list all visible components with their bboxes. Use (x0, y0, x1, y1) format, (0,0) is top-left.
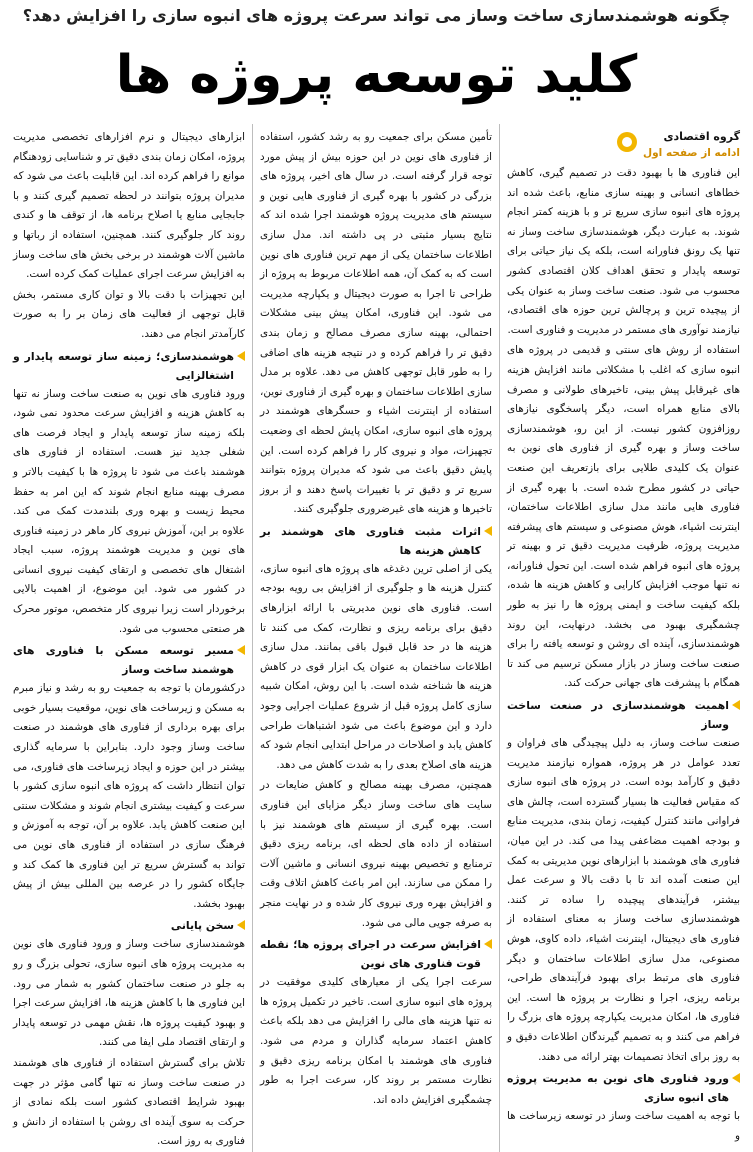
byline (507, 128, 740, 162)
kicker-subtitle: چگونه هوشمندسازی ساخت وساز می تواند سرعت پروژه های انبوه سازی را افزایش دهد؟ (22, 6, 731, 25)
paragraph: همچنین، مصرف بهینه مصالح و کاهش ضایعات در سایت های ساخت وساز دیگر مزایای این فناوری است. بهره گیری از سیستم های هوشمند نیز با استفاده از داده های لحظه ای، برنامه ریزی دقیق ترمنابع و تخصیص بهینه نیروی انسانی و ماشین آلات را ممکن می سازند. این امر باعث کاهش اتلاف وقت و افزایش بهره وری نیروی کار شده و در نهایت منجر به صرفه جویی مالی می شود. (260, 779, 492, 929)
subheading (13, 916, 245, 935)
subheading-text: افزایش سرعت در اجرای پروژه ها؛ نقطه قوت فناوری های نوین (260, 938, 481, 971)
column-1 (500, 124, 747, 1152)
subheading (13, 641, 245, 679)
continued-from-front-page: ادامه از صفحه اول (643, 147, 740, 159)
subheading (260, 522, 492, 560)
paragraph: استفاده از روش های سنتی و قدیمی در پروژه های انبوه سازی که اغلب با مشکلاتی مانند افزایش هزینه های غیرقابل پیش بینی، تاخیرهای طولانی و مصرف بالای منابع همراه است، دیگر پاسخگوی نیازهای روزافزون کشور نیست. از این رو، هوشمندسازی ساخت وساز و بهره گیری از فناوری های نوین به عنوان یک کلیدی طلایی برای بازتعریف این صنعت حیاتی در کشور مطرح شده است. با بهره گیری از فناوری هایی مانند مدل سازی اطلاعات ساختمان، اینترنت اشیاء، هوش مصنوعی و سیستم های پیشرفته مدیریت پروژه، ظرفیت مدیریت دقیق تر و بهینه تر پروژه های انبوه فراهم شده است. این تحول فناورانه، نه تنها موجب افزایش کارایی و کاهش هزینه ها شده، بلکه کیفیت ساخت و ایمنی پروژه ها را نیز به طور چشمگیری بهبود می بخشد. درنهایت، این روند هوشمندسازی، آینده ای روشن و توسعه یافته را برای صنعت ساخت وساز در بازار مسکن ترسیم می کند تا همگام با پیشرفت های جهانی حرکت کند. (507, 344, 740, 690)
paragraph: یکی از اصلی ترین دغدغه های پروژه های انبوه سازی، کنترل هزینه ها و جلوگیری از افزایش بی رویه بودجه است. فناوری های نوین مدیریتی با ارائه ابزارهای دقیق برای برنامه ریزی و نظارت، کمک می کنند تا هزینه ها در حد قابل قبول باقی بمانند. مدل سازی اطلاعات ساختمان به عنوان یک ابزار قوی در کاهش هزینه ها شناخته شده است. با این روش، امکان شبیه سازی کامل پروژه قبل از شروع عملیات اجرایی وجود دارد و این موضوع باعث می شود اشتباهات طراحی کاهش یابد و اصلاحات در مراحل ابتدایی انجام شود که هزینه های اصلاح بعدی را به شدت کاهش می دهد. (260, 562, 492, 771)
paragraph: هوشمندسازی ساخت وساز و ورود فناوری های نوین به مدیریت پروژه های انبوه سازی، تحولی بزرگ و رو به جلو در صنعت ساختمان کشور به شمار می رود. این فناوری ها با کاهش هزینه ها، افزایش سرعت اجرا و بهبود کیفیت پروژه ها، نقش مهمی در توسعه پایدار و ارتقای اقتصاد ملی ایفا می کنند. (13, 938, 245, 1049)
subheading-marker-icon (484, 939, 492, 949)
paragraph: صنعت ساخت وساز، به دلیل پیچیدگی های فراوان و تعدد عوامل در هر پروژه، همواره نیازمند مدیریت دقیق و کارآمد بوده است. در پروژه های انبوه سازی که مقیاس فعالیت ها بسیار گسترده است، چالش های فراوانی مانند کنترل کیفیت، زمان بندی، مدیریت منابع و بودجه اهمیت مضاعفی پیدا می کند. در این میان، فناوری های هوشمند با ابزارهای نوین مدیریتی به کمک این صنعت آمده اند تا با دقت بالا و سرعت عمل بیشتر، فرآیندهای پیچیده را ساده تر کنند. هوشمندسازی ساخت وساز به معنای استفاده از فناوری های دیجیتال، اینترنت اشیاء، داده کاوی، هوش مصنوعی، مدل سازی اطلاعات ساختمان و دیگر فناوری های مرتبط برای بهبود فرآیندهای طراحی، برنامه ریزی، اجرا و نظارت بر پروژه ها است. این فناوری ها، امکان مدیریت یکپارچه پروژه های بزرگ را فراهم می کنند و به تصمیم گیرندگان اطلاعات دقیق و به روز برای اتخاذ تصمیمات بهتر ارائه می دهند. (507, 737, 740, 1063)
subheading-marker-icon (237, 351, 245, 361)
byline-group: گروه اقتصادی (663, 130, 740, 143)
paragraph: با توجه به اهمیت ساخت وساز در توسعه زیرساخت ها و (507, 1110, 740, 1142)
newspaper-logo-icon (617, 132, 637, 152)
paragraph: ورود فناوری های نوین به صنعت ساخت وساز نه تنها به کاهش هزینه و افزایش سرعت محدود نمی شود، بلکه زمینه ساز توسعه پایدار و ایجاد فرصت های شغلی جدید نیز هست. استفاده از فناوری های هوشمند باعث می شود تا پروژه ها با کیفیت بالاتر و مصرف بهینه منابع انجام شوند که این امر به حفظ محیط زیست و بهره وری بلندمدت کمک می کند. علاوه بر این، آموزش نیروی کار ماهر در زمینه فناوری های نوین و مدیریت هوشمند پروژه، سبب ایجاد اشتغال های تخصصی و ارتقای کیفیت نیروی انسانی در کشور می شود. این موضوع، از اهمیت بالایی برخوردار است زیرا نیروی کار متخصص، موتور محرک هر صنعتی محسوب می شود. (13, 387, 245, 635)
subheading-text: اهمیت هوشمندسازی در صنعت ساخت وساز (507, 699, 729, 732)
subheading-marker-icon (732, 1073, 740, 1083)
article-columns (6, 124, 747, 1148)
byline-text (643, 128, 740, 162)
paragraph: تأمین مسکن برای جمعیت رو به رشد کشور، استفاده از فناوری های نوین در این حوزه بیش از پیش مورد توجه قرار گرفته است. در سال های اخیر، پروژه های بزرگی در کشور با بهره گیری از فناوری هایی نوین و سیستم های مدیریت پروژه هوشمند اجرا شده اند که نتایج بسیار مثبتی در پی داشته اند. مدل سازی اطلاعات ساختمان یکی از مهم ترین فناوری های نوین است که به کمک آن، همه اطلاعات مربوط به پروژه از طراحی تا اجرا به صورت دیجیتال و یکپارچه مدیریت می شود. این فناوری، امکان پیش بینی مشکلات احتمالی، بهینه سازی مصرف مصالح و زمان بندی دقیق تر را فراهم کرده و در نتیجه هزینه های اضافی را به طور قابل توجهی کاهش می دهد. علاوه بر مدل سازی اطلاعات ساختمان و بهره گیری از فناوری نوین، استفاده از اینترنت اشیاء و حسگرهای هوشمند در پروژه های انبوه سازی، امکان پایش لحظه ای وضعیت تجهیزات، مواد و نیروی کار را فراهم کرده است. این پایش دقیق باعث می شود که مدیران پروژه بتوانند سریع تر و دقیق تر با تغییرات پاسخ دهند و از بروز تاخیرها و هزینه های غیرضروری جلوگیری کنند. (260, 131, 492, 516)
subheading-text: ورود فناوری های نوین به مدیریت پروژه های انبوه سازی (507, 1072, 729, 1105)
subheading-text: هوشمندسازی؛ زمینه ساز توسعه پایدار و اشتغالزایی (13, 349, 234, 382)
paragraph: سرعت اجرا یکی از معیارهای کلیدی موفقیت در پروژه های انبوه سازی است. تاخیر در تکمیل پروژه ها نه تنها هزینه های مالی را افزایش می دهد بلکه باعث کاهش اعتماد سرمایه گذاران و مردم می شود. فناوری های هوشمند با امکان برنامه ریزی دقیق و نظارت مستمر بر روند کار، سرعت اجرا به طور چشمگیری افزایش داده اند. (260, 976, 492, 1106)
subheading (13, 347, 245, 385)
headline: کلید توسعه پروژه ها (115, 45, 638, 105)
subheading (260, 935, 492, 973)
paragraph: این فناوری ها با بهبود دقت در تصمیم گیری، کاهش خطاهای انسانی و بهینه سازی منابع، باعث شده اند پروژه های انبوه سازی سریع تر و با هزینه کمتر انجام شوند. به عبارت دیگر، هوشمندسازی ساخت وساز نه تنها یک رونق فناورانه است، بلکه یک نیاز حیاتی برای توسعه پایدار و تحقق اهداف کلان اقتصادی کشور محسوب می شود. صنعت ساخت وساز به عنوان یکی از پیچیده ترین و پرچالش ترین حوزه های اقتصادی، نیازمند نوآوری های مستمر در مدیریت و فناوری است. (507, 167, 740, 336)
paragraph: ابزارهای دیجیتال و نرم افزارهای تخصصی مدیریت پروژه، امکان زمان بندی دقیق تر و شناسایی زودهنگام موانع را فراهم کرده اند. این قابلیت باعث می شود که مدیران پروژه بتوانند در لحظه تصمیم گیری کنند و با جابجایی منابع یا اصلاح برنامه ها، از توقف ها و کندی روند کار جلوگیری کنند. همچنین، استفاده از رباتها و ماشین آلات هوشمند در برخی بخش های ساخت وساز به افزایش سرعت اجرای عملیات کمک کرده است. (13, 131, 245, 281)
subheading-text: مسیر توسعه مسکن با فناوری های هوشمند ساخت وساز (13, 644, 234, 677)
column-2 (253, 124, 500, 1152)
subheading-marker-icon (237, 920, 245, 930)
subheading (507, 1069, 740, 1107)
subheading-marker-icon (484, 526, 492, 536)
subheading (507, 696, 740, 734)
column-3 (6, 124, 253, 1152)
paragraph: این تجهیزات با دقت بالا و توان کاری مستمر، بخش قابل توجهی از فعالیت های زمان بر را به صورت کارآمدتر انجام می دهند. (13, 288, 245, 340)
subheading-text: سخن پایانی (170, 919, 234, 933)
paragraph: درکشورمان با توجه به جمعیت رو به رشد و نیاز مبرم به مسکن و زیرساخت های نوین، موقعیت بسیار خوبی برای بهره برداری از فناوری های هوشمند در صنعت ساخت وساز وجود دارد. بنابراین با سرمایه گذاری بیشتر در این حوزه و ایجاد زیرساخت های فناوری، می توان انتظار داشت که پروژه های انبوه سازی کشور با سرعت و کیفیت بیشتری انجام شوند و مشکلات سنتی این صنعت کاهش یابد. علاوه بر آن، توجه به آموزش و فرهنگ سازی در استفاده از فناوری های نوین می تواند به گسترش سریع تر این فناوری ها کمک کند و جایگاه کشور را در عرصه بین المللی بیش از پیش بهبود بخشد. (13, 682, 245, 910)
subheading-text: اثرات مثبت فناوری های هوشمند بر کاهش هزینه ها (260, 524, 481, 557)
subheading-marker-icon (237, 645, 245, 655)
paragraph: تلاش برای گسترش استفاده از فناوری های هوشمند در صنعت ساخت وساز نه تنها گامی مؤثر در جهت بهبود شرایط اقتصادی کشور است بلکه نمادی از حرکت به سوی آینده ای روشن با استفاده از دانش و فناوری به روز است. (13, 1056, 245, 1148)
subheading-marker-icon (732, 700, 740, 710)
